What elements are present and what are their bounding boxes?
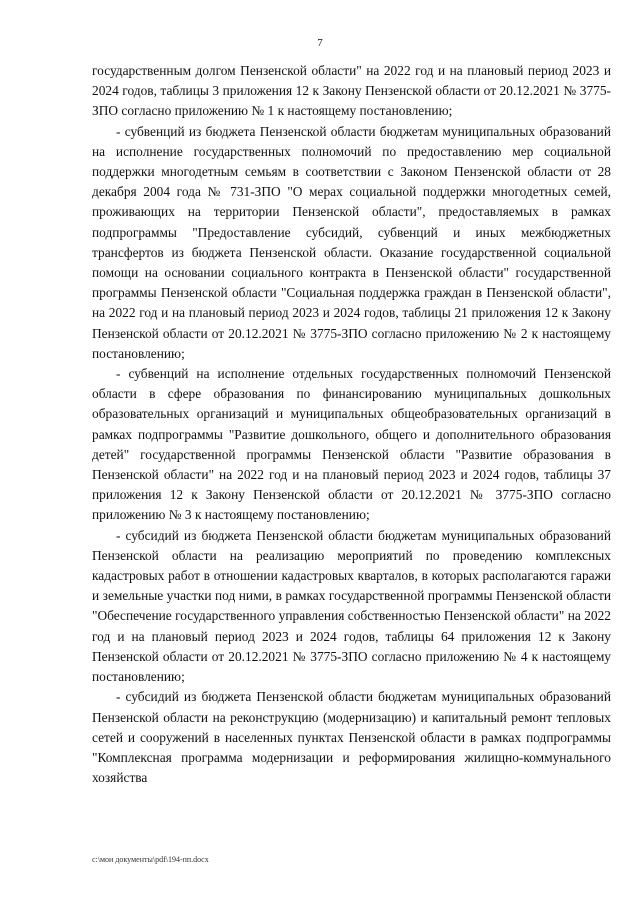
- paragraph-subsidies-cadastral-works: - субсидий из бюджета Пензенской области бюджетам муниципальных образований Пензенской области на реализацию мероприятий по проведению комплексных кадастровых работ в отношении кадастровых кварталов, в которых располагаются гаражи и земельные участки под ними, в рамках государственной программы Пензенской области "Обеспечение государственного управления собственностью Пензенской области" на 2022 год и на плановый период 2023 и 2024 годов, таблицы 64 приложения 12 к Закону Пензенской области от 20.12.2021 № 3775-ЗПО согласно приложению № 4 к настоящему постановлению;: [92, 527, 611, 685]
- page-number: 7: [317, 37, 323, 49]
- paragraph-subventions-large-families: - субвенций из бюджета Пензенской области бюджетам муниципальных образований на исполнение государственных полномочий по предоставлению мер социальной поддержки многодетным семьям в соответствии с Законом Пензенской области от 28 декабря 2004 года № 731-ЗПО "О мерах социальной поддержки многодетных семей, проживающих на территории Пензенской области", предоставляемых в рамках подпрограммы "Предоставление субсидий, субвенций и иных межбюджетных трансфертов из бюджета Пензенской области. Оказание государственной социальной помощи на основании социального контракта в Пензенской области" государственной программы Пензенской области "Социальная поддержка граждан в Пензенской области", на 2022 год и на плановый период 2023 и 2024 годов, таблицы 21 приложения 12 к Закону Пензенской области от 20.12.2021 № 3775-ЗПО согласно приложению № 2 к настоящему постановлению;: [92, 123, 611, 361]
- paragraph-subventions-education: - субвенций на исполнение отдельных государственных полномочий Пензенской области в сфере образования по финансированию муниципальных дошкольных образовательных организаций и муниципальных общеобразовательных организаций в рамках подпрограммы "Развитие дошкольного, общего и дополнительного образования детей" государственной программы Пензенской области "Развитие образования в Пензенской области" на 2022 год и на плановый период 2023 и 2024 годов, таблицы 37 приложения 12 к Закону Пензенской области от 20.12.2021 № 3775-ЗПО согласно приложению № 3 к настоящему постановлению;: [92, 366, 611, 523]
- footer-file-path: c:\мои документы\pdf\194-пп.docx: [92, 855, 209, 864]
- document-body: [92, 61, 611, 788]
- paragraph-subsidies-heating-networks: - субсидий из бюджета Пензенской области бюджетам муниципальных образований Пензенской области на реконструкцию (модернизацию) и капитальный ремонт тепловых сетей и сооружений в населенных пунктах Пензенской области в рамках подпрограммы "Комплексная программа модернизации и реформирования жилищно-коммунального хозяйства: [92, 689, 611, 786]
- paragraph-continuation: государственным долгом Пензенской области" на 2022 год и на плановый период 2023 и 2024 годов, таблицы 3 приложения 12 к Закону Пензенской области от 20.12.2021 № 3775-ЗПО согласно приложению № 1 к настоящему постановлению;: [92, 63, 611, 119]
